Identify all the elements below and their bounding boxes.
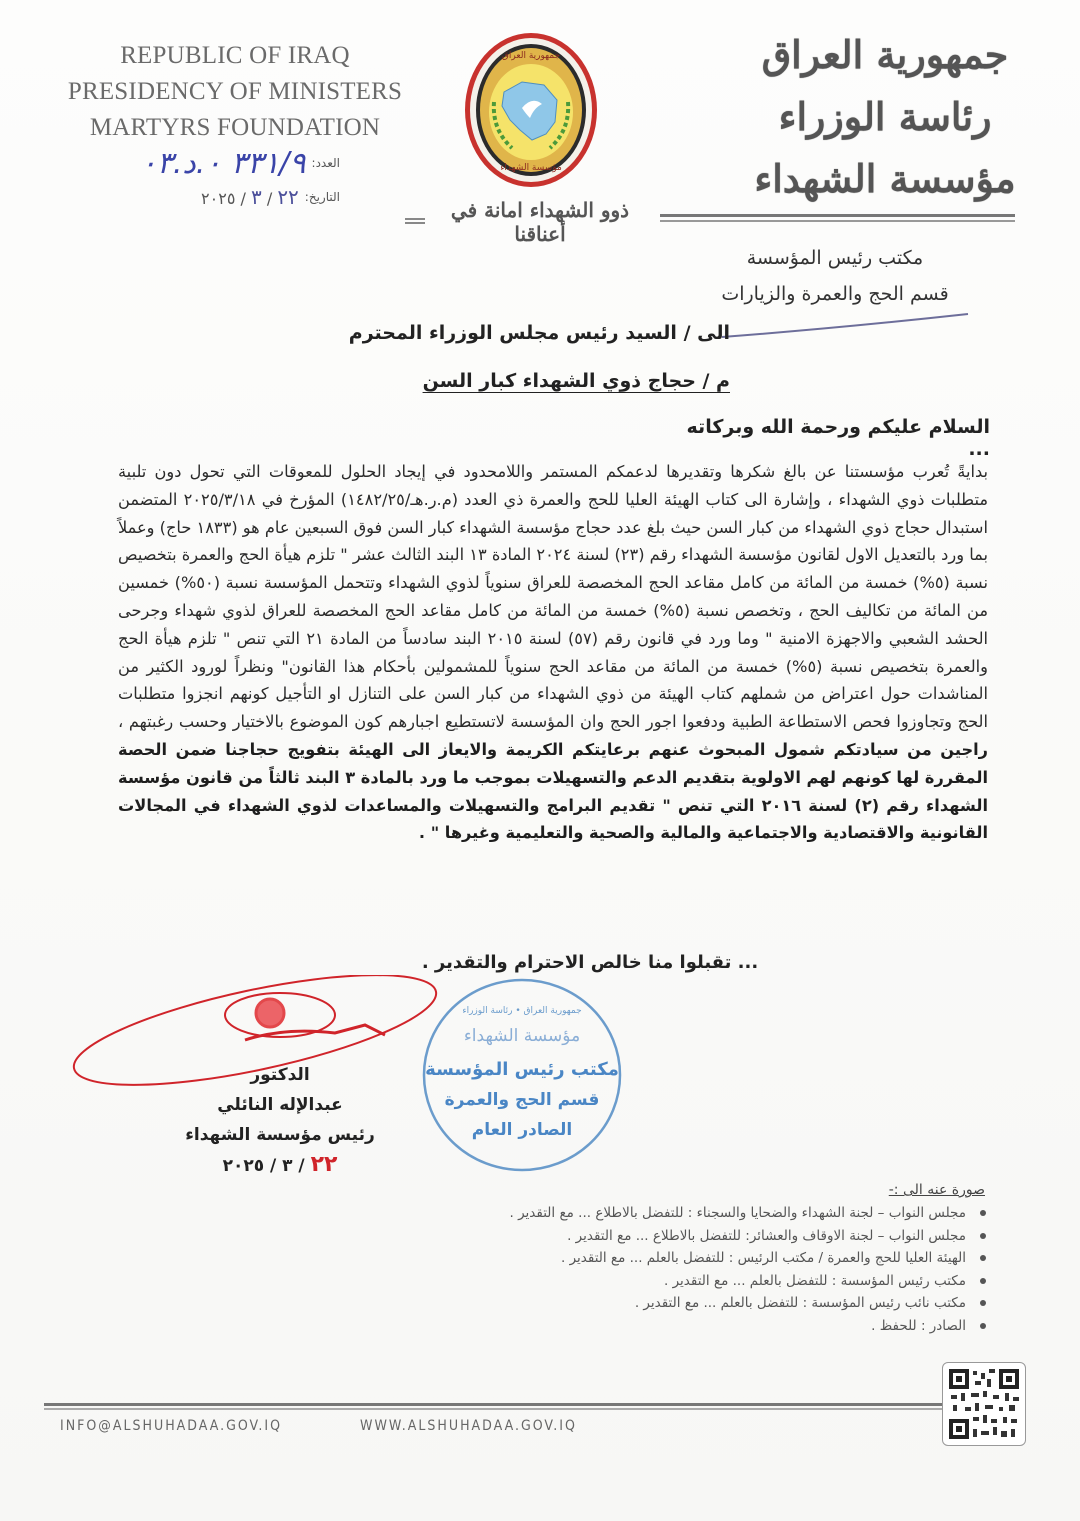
official-stamp-icon — [420, 975, 625, 1175]
stamp-top: جمهورية العراق • رئاسة الوزراء — [462, 1006, 582, 1016]
letter-body — [118, 458, 988, 847]
header-ar-line3: مؤسسة الشهداء — [754, 156, 1016, 201]
cc-item: مكتب رئيس المؤسسة : للتفضل بالعلم ... مع التقدير . — [470, 1270, 990, 1293]
svg-text:مؤسسة الشهداء: مؤسسة الشهداء — [500, 163, 562, 173]
signatory-name: عبدالإله النائلي — [217, 1095, 343, 1115]
header-en-line1: REPUBLIC OF IRAQ — [120, 42, 350, 69]
issuing-office — [690, 240, 980, 312]
letter-date — [120, 182, 340, 212]
slogan-divider-right — [660, 214, 1015, 222]
stamp-line1: مؤسسة الشهداء — [463, 1026, 581, 1046]
bullet-icon — [980, 1233, 986, 1239]
signatory-title: الدكتور — [250, 1065, 310, 1085]
reference-label: العدد: — [311, 156, 340, 170]
bullet-icon — [980, 1255, 986, 1261]
office-line1: مكتب رئيس المؤسسة — [746, 247, 924, 269]
martyrs-foundation-emblem-icon — [462, 30, 600, 190]
signature-block — [160, 1060, 400, 1181]
header-arabic — [740, 24, 1030, 210]
signatory-position: رئيس مؤسسة الشهداء — [185, 1125, 375, 1145]
date-month: ٣ — [250, 185, 262, 209]
subject-line: م / حجاج ذوي الشهداء كبار السن — [422, 370, 730, 392]
stamp-line4: الصادر العام — [471, 1120, 573, 1140]
cc-title: صورة عنه الى :- — [888, 1182, 985, 1198]
header-ar-line1: جمهورية العراق — [761, 32, 1009, 77]
bullet-icon — [980, 1278, 986, 1284]
date-year: ٢٠٢٥ — [201, 189, 236, 208]
pen-stroke-mark — [720, 310, 970, 340]
footer-email-link[interactable]: INFO@ALSHUHADAA.GOV.IQ — [60, 1418, 282, 1434]
signature-date-day: ٢٢ — [310, 1152, 338, 1177]
body-paragraph: بدايةً تُعرب مؤسستنا عن بالغ شكرها وتقديرها لدعمكم المستمر واللامحدود في إيجاد الحلول للمعوقات التي تحول دون تلبية متطلبات ذوي الشهداء ، وإشارة الى كتاب الهيئة العليا للحج والعمرة ذي العدد (م.ر.هـ/١٤٨٢/٢٥) المؤرخ في ٢٠٢٥/٣/١٨ المتضمن استبدال حجاج ذوي الشهداء من كبار السن حيث بلغ عدد حجاج مؤسسة الشهداء كبار السن فوق السبعين عام هو (١٨٣٣ حاج) وعملاً بما ورد بالتعديل الاول لقانون مؤسسة الشهداء رقم (٢٣) لسنة ٢٠٢٤ المادة ١٣ البند الثالث عشر " تلزم هيأة الحج والعمرة بتخصيص نسبة (٥%) خمسة من المائة من كامل مقاعد الحج المخصصة للعراق سنوياً لذوي الشهداء وتتحمل المؤسسة نسبة (٥٠%) خمسين من المائة من تكاليف الحج ، وتخصص نسبة (٥%) خمسة من المائة من كامل مقاعد الحج المخصصة للعراق لذوي شهداء وجرحى الحشد الشعبي والاجهزة الامنية " وما ورد في قانون رقم (٥٧) لسنة ٢٠١٥ البند سادساً من المادة ٢١ التي تنص " تلزم هيأة الحج والعمرة بتخصيص نسبة (٥%) خمسة من المائة من مقاعد الحج سنوياً للمشمولين بأحكام هذا القانون" ونظراً لورود الكثير من المناشدات حول اعتراض من شملهم كتاب الهيئة من ذوي الشهداء من كبار السن على التنازل او التأجيل كونهم انجزوا متطلبات الحج وتجاوزوا فحص الاستطاعة الطبية ودفعوا اجور الحج وان المؤسسة لاتستطيع اجبارهم كون الموضوع بالاختيار وحسب رغبتهم ، — [118, 462, 989, 732]
cc-item: مجلس النواب – لجنة الشهداء والضحايا والسجناء : للتفضل بالاطلاع ... مع التقدير . — [470, 1202, 990, 1225]
slogan: ذوو الشهداء امانة في أعناقنا — [450, 198, 630, 246]
qr-code-icon[interactable] — [942, 1362, 1026, 1446]
date-label: التاريخ: — [304, 190, 340, 204]
reference-number — [40, 143, 340, 183]
footer-divider — [44, 1403, 942, 1410]
slogan-divider-left — [405, 218, 425, 224]
bullet-icon — [980, 1323, 986, 1329]
header-ar-line2: رئاسة الوزراء — [778, 94, 992, 139]
bullet-icon — [980, 1210, 986, 1216]
footer-website-link[interactable]: WWW.ALSHUHADAA.GOV.IQ — [360, 1418, 577, 1434]
svg-text:جمهورية العراق: جمهورية العراق — [501, 51, 561, 61]
stamp-line3: قسم الحج والعمرة — [444, 1090, 600, 1110]
signature-date — [160, 1150, 400, 1181]
cc-item: الصادر : للحفظ . — [470, 1315, 990, 1338]
reference-value: ٣٣١/٩ ٠.د.٠٣ — [140, 145, 306, 181]
cc-item: مكتب نائب رئيس المؤسسة : للتفضل بالعلم ... مع التقدير . — [470, 1292, 990, 1315]
cc-item: الهيئة العليا للحج والعمرة / مكتب الرئيس : للتفضل بالعلم ... مع التقدير . — [470, 1247, 990, 1270]
stamp-line2: مكتب رئيس المؤسسة — [425, 1059, 619, 1080]
cc-item: مجلس النواب – لجنة الاوقاف والعشائر: للتفضل بالاطلاع ... مع التقدير . — [470, 1225, 990, 1248]
addressee: الى / السيد رئيس مجلس الوزراء المحترم — [348, 322, 730, 344]
date-value: ٢٢ / ٣ / ٢٠٢٥ — [201, 185, 299, 209]
body-request-bold: راجين من سيادتكم شمول المبحوث عنهم برعايتكم الكريمة والايعاز الى الهيئة بتفويج حجاجنا ضمن الحصة المقررة لها كونهم لهم الاولوية بتقديم الدعم والتسهيلات بموجب ما ورد بالمادة ٣ البند ثالثاً من قانون مؤسسة الشهداء رقم (٢) لسنة ٢٠١٦ التي تنص " تقديم البرامج والتسهيلات والمساعدات لذوي الشهداء في المجالات القانونية والاقتصادية والاجتماعية والمالية والصحية والتعليمية وغيرها " . — [118, 739, 988, 843]
date-day: ٢٢ — [277, 185, 299, 209]
office-line2: قسم الحج والعمرة والزيارات — [721, 283, 949, 305]
greeting: السلام عليكم ورحمة الله وبركاته ... — [686, 416, 990, 460]
carbon-copy-list — [470, 1182, 990, 1337]
header-english — [60, 38, 410, 146]
bullet-icon — [980, 1300, 986, 1306]
header-en-line3: MARTYRS FOUNDATION — [89, 114, 381, 141]
closing: ... تقبلوا منا خالص الاحترام والتقدير . — [421, 952, 759, 973]
signature-date-rest: / ٣ / ٢٠٢٥ — [222, 1156, 305, 1176]
header-en-line2: PRESIDENCY OF MINISTERS — [67, 78, 403, 105]
